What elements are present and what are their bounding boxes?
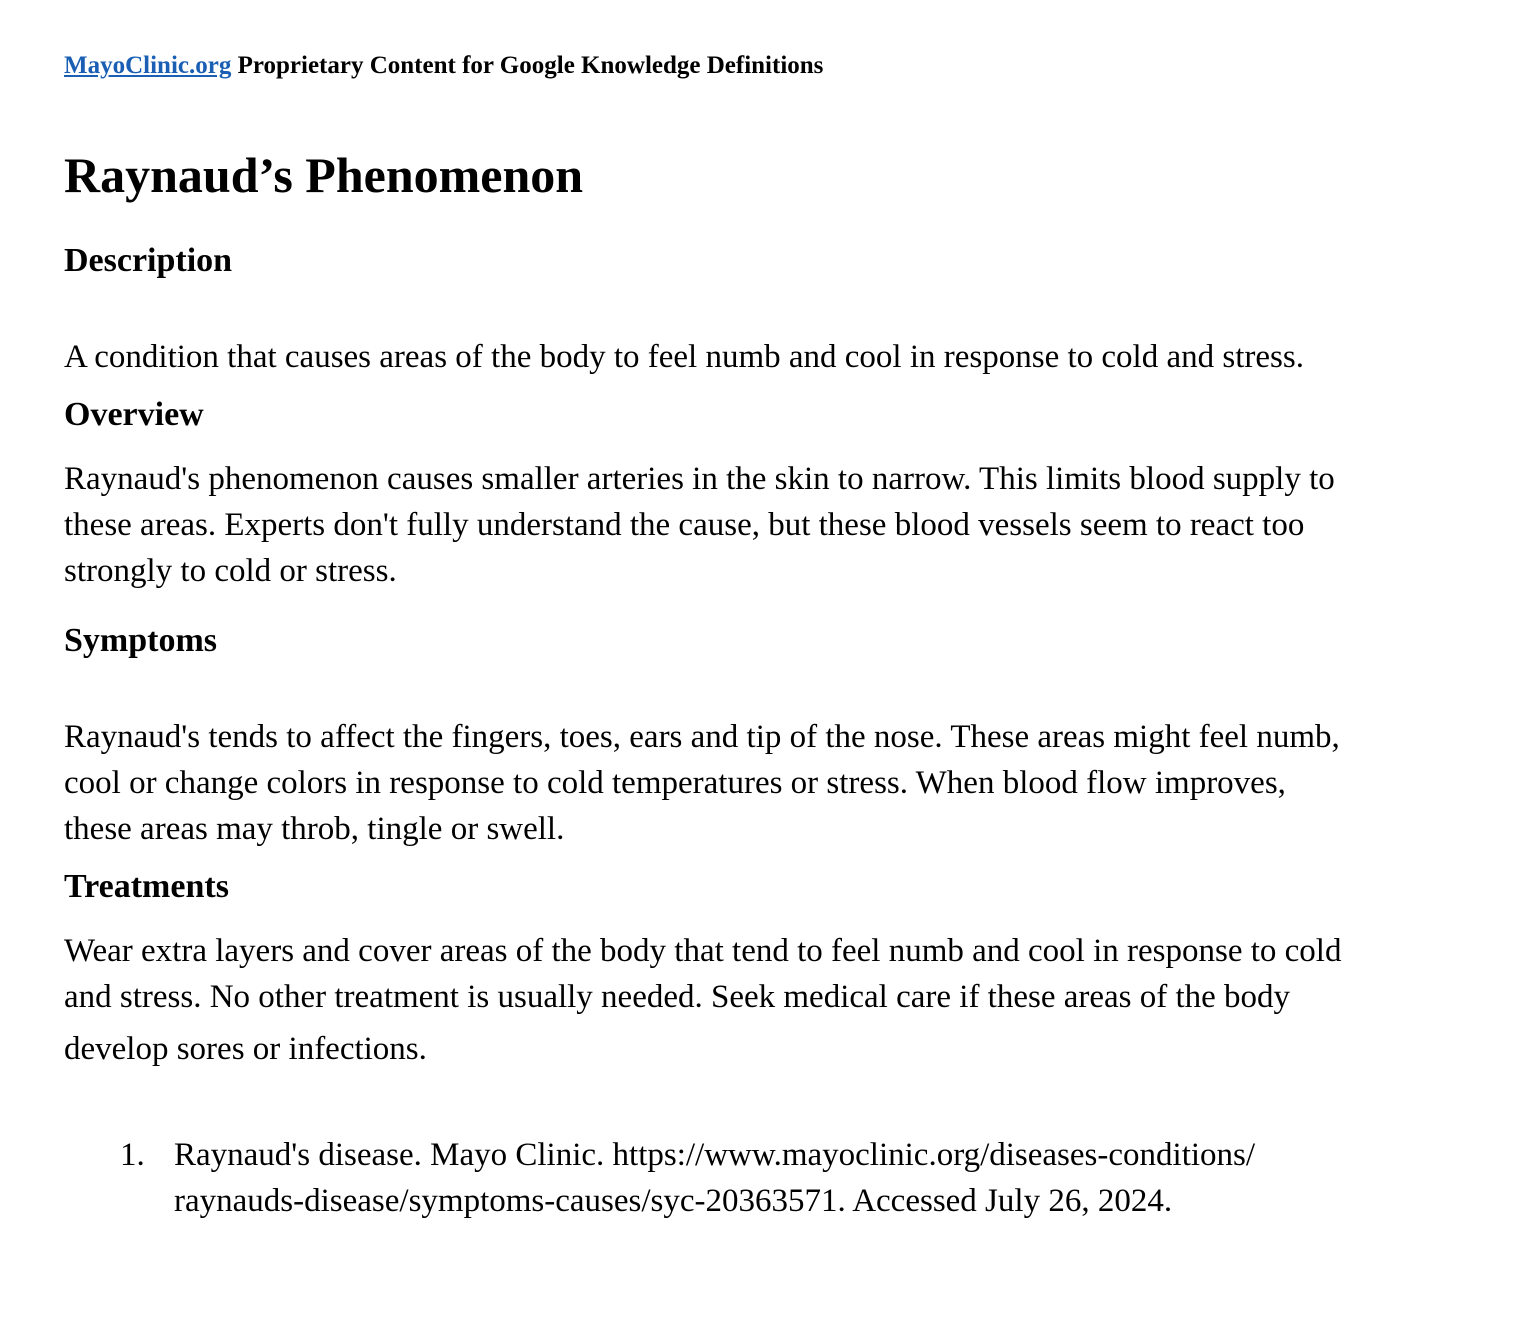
treatments-line-1: Wear extra layers and cover areas of the body that tend to feel numb and cool in response to cold	[64, 933, 1342, 969]
treatments-line-2: and stress. No other treatment is usually needed. Seek medical care if these areas of the body	[64, 979, 1291, 1015]
page-header	[64, 52, 823, 80]
treatments-line-3: develop sores or infections.	[64, 1031, 427, 1067]
reference-line-1: Raynaud's disease. Mayo Clinic. https://www.mayoclinic.org/diseases-conditions/	[174, 1137, 1256, 1173]
overview-text	[64, 456, 1494, 594]
overview-line-2: these areas. Experts don't fully understand the cause, but these blood vessels seem to react too	[64, 507, 1305, 543]
overview-line-1: Raynaud's phenomenon causes smaller arteries in the skin to narrow. This limits blood supply to	[64, 461, 1335, 497]
overview-heading: Overview	[64, 396, 204, 433]
symptoms-heading: Symptoms	[64, 622, 218, 659]
overview-line-3: strongly to cold or stress.	[64, 553, 397, 589]
header-text: Proprietary Content for Google Knowledge Definitions	[231, 52, 824, 79]
description-heading: Description	[64, 242, 233, 279]
symptoms-line-3: these areas may throb, tingle or swell.	[64, 811, 565, 847]
treatments-heading: Treatments	[64, 868, 229, 905]
description-text: A condition that causes areas of the body to feel numb and cool in response to cold and stress.	[64, 339, 1304, 375]
reference-line-2: raynauds-disease/symptoms-causes/syc-20363571. Accessed July 26, 2024.	[174, 1183, 1173, 1219]
mayoclinic-link[interactable]: MayoClinic.org	[64, 52, 232, 79]
page-title: Raynaud’s Phenomenon	[64, 147, 584, 203]
symptoms-line-1: Raynaud's tends to affect the fingers, toes, ears and tip of the nose. These areas might feel numb,	[64, 719, 1340, 755]
treatments-text	[64, 928, 1494, 1072]
reference-text	[174, 1132, 1414, 1224]
symptoms-text	[64, 714, 1494, 852]
symptoms-line-2: cool or change colors in response to cold temperatures or stress. When blood flow improves,	[64, 765, 1286, 801]
reference-number: 1.	[120, 1137, 145, 1173]
